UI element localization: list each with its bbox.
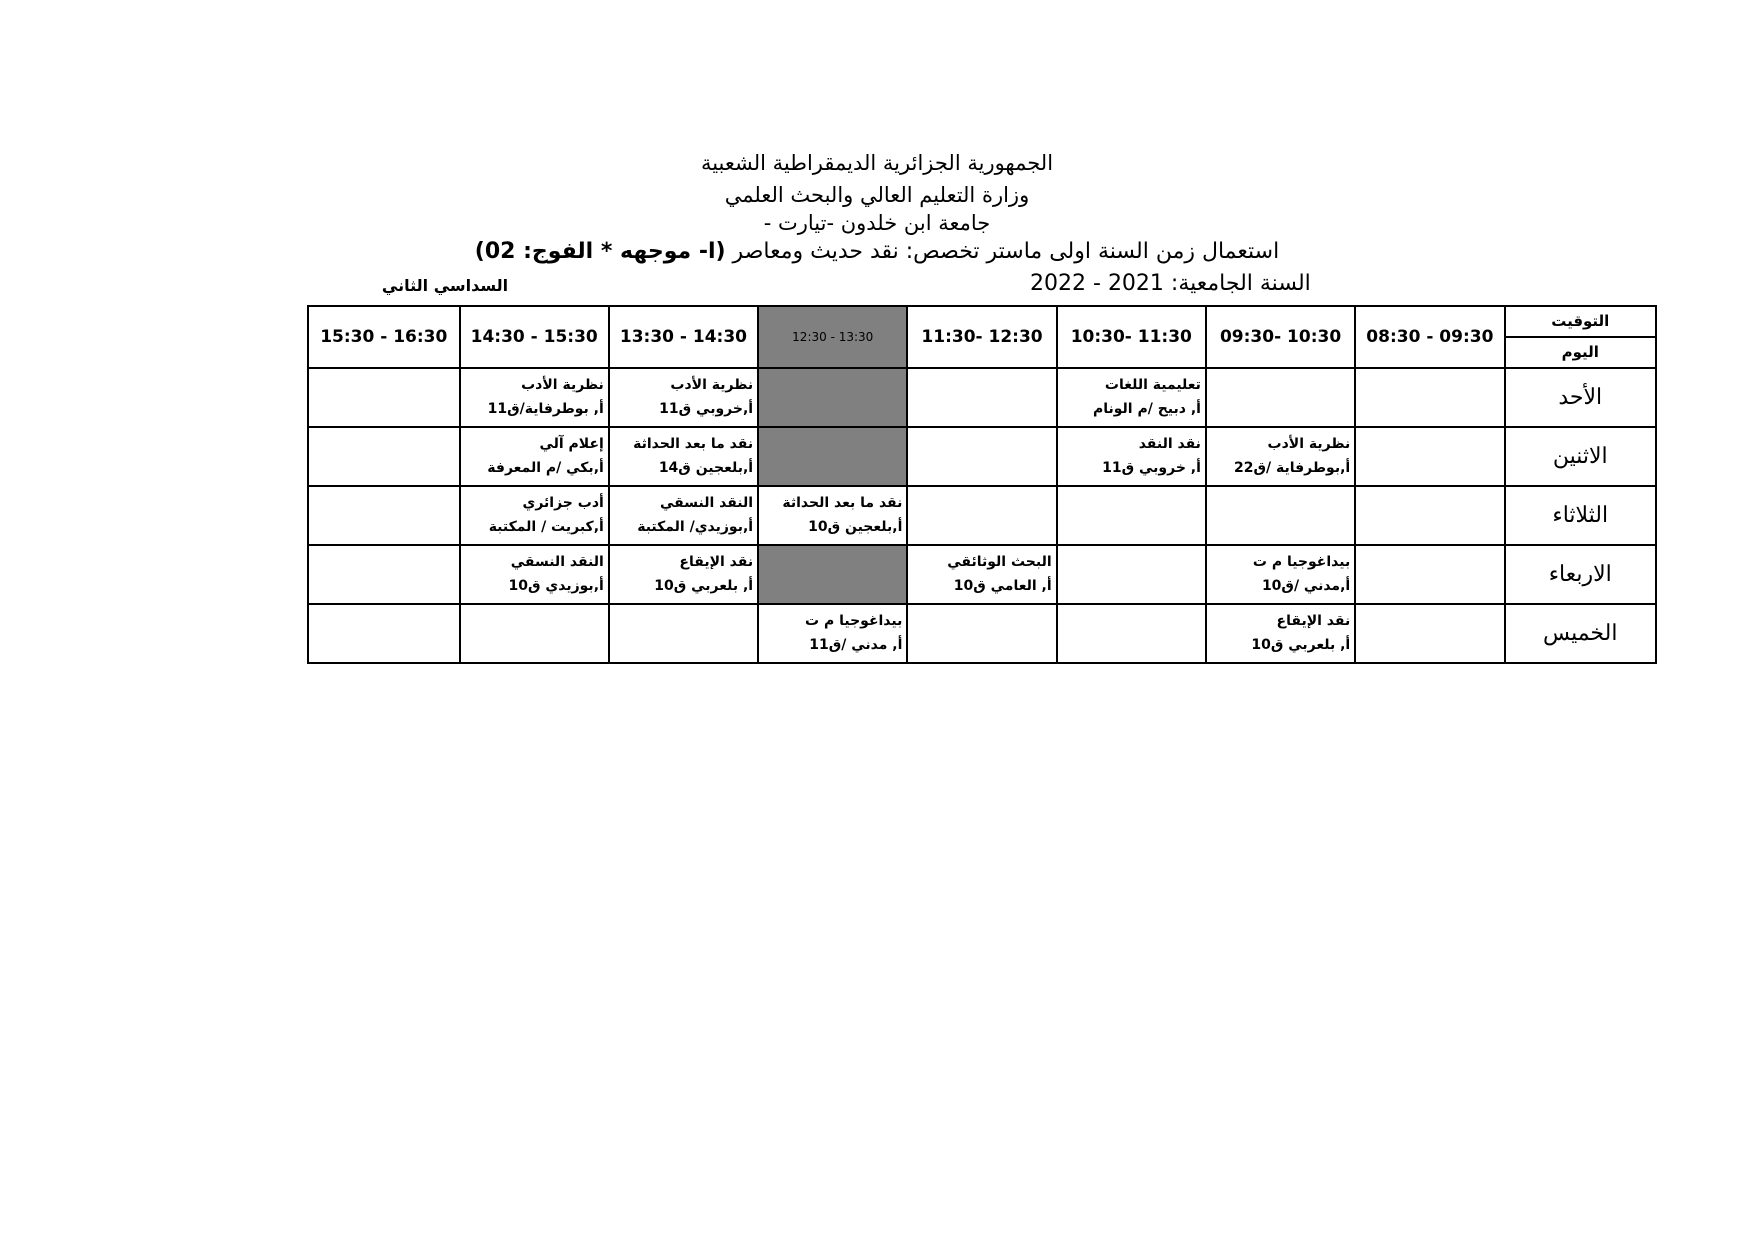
course-name: النقد النسقي: [660, 495, 754, 511]
course-name: نظرية الأدب: [1267, 436, 1351, 452]
empty-cell: [308, 545, 460, 604]
empty-cell: [1355, 545, 1504, 604]
course-cell: [1206, 604, 1355, 663]
course-name: إعلام آلي: [539, 436, 604, 452]
header-republic: الجمهورية الجزائرية الديمقراطية الشعبية: [700, 151, 1054, 175]
time-slot-3: 11:30- 12:30: [907, 306, 1056, 368]
academic-year: السنة الجامعية: 2021 - 2022: [1030, 271, 1311, 296]
course-cell: [758, 604, 907, 663]
course-cell: [609, 545, 758, 604]
day-name: الاربعاء: [1505, 545, 1657, 604]
break-cell: [758, 427, 907, 486]
course-entry: [1058, 369, 1205, 421]
course-name: نقد الإيقاع: [679, 554, 754, 570]
teacher-room: أ, بوطرفاية/ق11: [487, 401, 604, 417]
teacher-room: أ, العامي ق10: [953, 578, 1052, 594]
empty-cell: [308, 427, 460, 486]
empty-cell: [1206, 486, 1355, 545]
teacher-room: أ,بوزيدي ق10: [508, 578, 604, 594]
teacher-room: أ,خروبي ق11: [659, 401, 754, 417]
header-ministry: وزارة التعليم العالي والبحث العلمي: [724, 183, 1030, 207]
break-cell: [758, 368, 907, 427]
teacher-room: أ, بلعربي ق10: [654, 578, 754, 594]
empty-cell: [907, 368, 1056, 427]
teacher-room: أ,مدني /ق10: [1261, 578, 1351, 594]
empty-cell: [1355, 604, 1504, 663]
empty-cell: [907, 604, 1056, 663]
course-name: نقد النقد: [1138, 436, 1201, 452]
semester-label: السداسي الثاني: [381, 276, 509, 295]
teacher-room: أ,بوزيدي/ المكتبة: [637, 519, 754, 535]
empty-cell: [1057, 545, 1206, 604]
course-cell: [609, 427, 758, 486]
course-cell: [460, 545, 609, 604]
course-name: بيداغوجيا م ت: [1252, 554, 1351, 570]
course-cell: [609, 486, 758, 545]
course-entry: [1207, 605, 1354, 657]
day-name: الاثنين: [1505, 427, 1657, 486]
course-cell: [1057, 427, 1206, 486]
teacher-room: أ,كبريت / المكتبة: [488, 519, 604, 535]
course-entry: [461, 487, 608, 539]
time-slot-1: 09:30- 10:30: [1206, 306, 1355, 368]
course-name: نظرية الأدب: [521, 377, 604, 393]
course-cell: [1206, 545, 1355, 604]
course-entry: [610, 487, 757, 539]
day-name: الخميس: [1505, 604, 1657, 663]
course-entry: [461, 428, 608, 480]
course-cell: [460, 368, 609, 427]
course-cell: [460, 486, 609, 545]
day-row: [308, 545, 1656, 604]
day-name: الأحد: [1505, 368, 1657, 427]
time-slot-7: 15:30 - 16:30: [308, 306, 460, 368]
day-row: [308, 604, 1656, 663]
empty-cell: [460, 604, 609, 663]
course-name: تعليمية اللغات: [1104, 377, 1201, 393]
course-entry: [610, 369, 757, 421]
course-cell: [609, 368, 758, 427]
corner-time-label: التوقيت: [1506, 307, 1656, 338]
time-slot-break: 12:30 - 13:30: [758, 306, 907, 368]
day-row: [308, 368, 1656, 427]
teacher-room: أ, بلعربي ق10: [1251, 637, 1351, 653]
teacher-room: أ, مدني /ق11: [809, 637, 903, 653]
course-entry: [1207, 546, 1354, 598]
course-entry: [1207, 428, 1354, 480]
course-name: نقد ما بعد الحداثة: [782, 495, 903, 511]
empty-cell: [609, 604, 758, 663]
teacher-room: أ,بكي /م المعرفة: [487, 460, 604, 476]
schedule-title-group: (ا- موجهه * الفوج: 02): [474, 239, 726, 264]
course-cell: [758, 486, 907, 545]
course-entry: [1058, 428, 1205, 480]
course-entry: [908, 546, 1055, 598]
empty-cell: [308, 368, 460, 427]
time-slot-5: 13:30 - 14:30: [609, 306, 758, 368]
empty-cell: [907, 427, 1056, 486]
course-name: نقد ما بعد الحداثة: [633, 436, 754, 452]
teacher-room: أ,بلعجين ق10: [808, 519, 903, 535]
course-name: أدب جزائري: [522, 495, 604, 511]
course-cell: [460, 427, 609, 486]
course-name: البحث الوثائقي: [947, 554, 1052, 570]
course-name: نقد الإيقاع: [1276, 613, 1351, 629]
empty-cell: [1057, 604, 1206, 663]
empty-cell: [1355, 368, 1504, 427]
time-slot-0: 08:30 - 09:30: [1355, 306, 1504, 368]
schedule-title-main: استعمال زمن السنة اولى ماستر تخصص: نقد حديث ومعاصر: [725, 239, 1280, 264]
course-entry: [759, 487, 906, 539]
time-slot-2: 10:30- 11:30: [1057, 306, 1206, 368]
course-entry: [759, 605, 906, 657]
break-cell: [758, 545, 907, 604]
schedule-title: [0, 238, 1754, 266]
day-row: [308, 427, 1656, 486]
corner-day-label: اليوم: [1561, 343, 1599, 361]
header-university: جامعة ابن خلدون -تيارت -: [763, 211, 991, 235]
timetable: [307, 305, 1657, 664]
course-entry: [461, 369, 608, 421]
empty-cell: [1355, 486, 1504, 545]
empty-cell: [1355, 427, 1504, 486]
empty-cell: [308, 486, 460, 545]
header-row: [308, 306, 1656, 368]
teacher-room: أ, دبيح /م الونام: [1092, 401, 1201, 417]
course-cell: [907, 545, 1056, 604]
empty-cell: [308, 604, 460, 663]
course-entry: [461, 546, 608, 598]
course-name: نظرية الأدب: [670, 377, 754, 393]
course-name: النقد النسقي: [510, 554, 604, 570]
course-entry: [610, 546, 757, 598]
time-slot-6: 14:30 - 15:30: [460, 306, 609, 368]
empty-cell: [1057, 486, 1206, 545]
day-row: [308, 486, 1656, 545]
day-name: الثلاثاء: [1505, 486, 1657, 545]
course-cell: [1206, 427, 1355, 486]
course-name: بيداغوجيا م ت: [805, 613, 903, 629]
teacher-room: أ, خروبي ق11: [1102, 460, 1201, 476]
corner-cell: [1505, 306, 1657, 368]
course-cell: [1057, 368, 1206, 427]
empty-cell: [1206, 368, 1355, 427]
teacher-room: أ,بلعجين ق14: [658, 460, 754, 476]
teacher-room: أ,بوطرفاية /ق22: [1234, 460, 1351, 476]
course-entry: [610, 428, 757, 480]
empty-cell: [907, 486, 1056, 545]
